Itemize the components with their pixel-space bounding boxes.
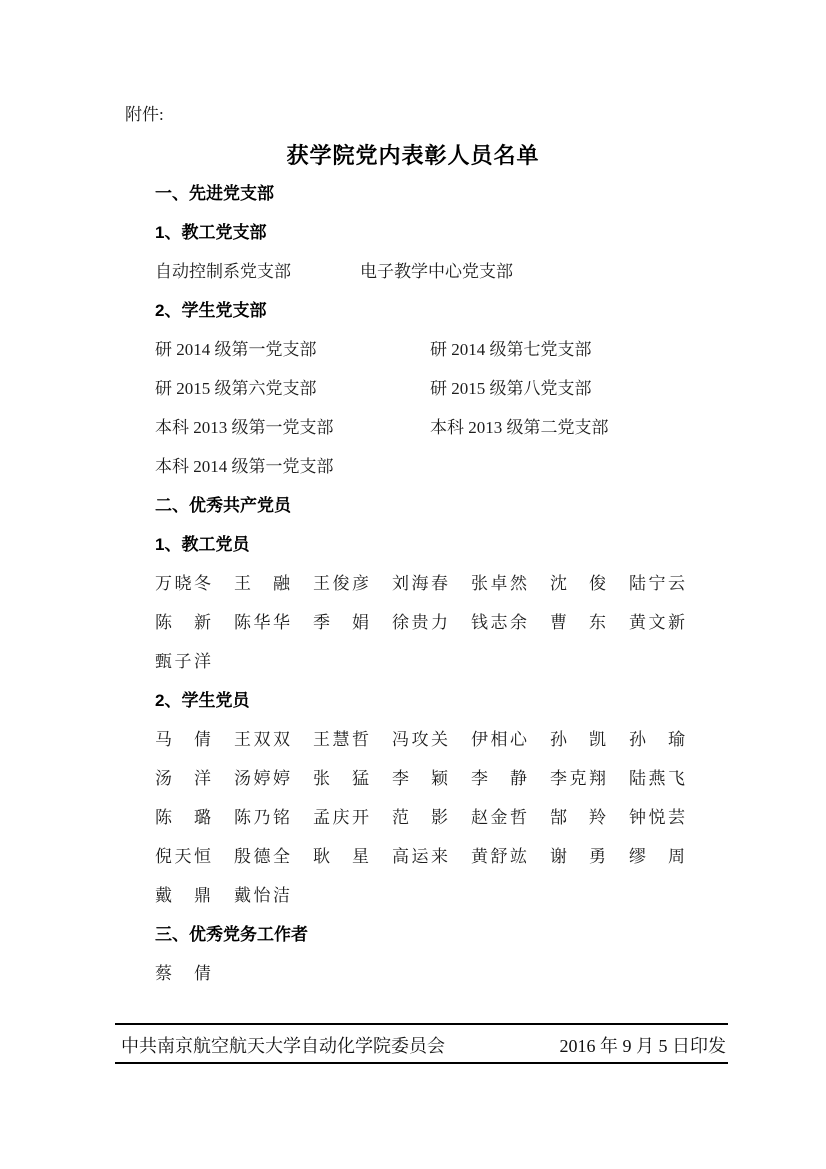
footer-print-date: 2016 年 9 月 5 日印发 — [559, 1036, 726, 1056]
member-name: 耿 星 — [313, 847, 369, 866]
section-3-heading: 三、优秀党务工作者 — [155, 925, 308, 944]
teacher-member-row — [155, 650, 826, 674]
member-name: 缪 周 — [629, 847, 685, 866]
member-name: 陈 璐 — [155, 808, 211, 827]
member-name: 范 影 — [392, 808, 448, 827]
member-name: 汤婷婷 — [234, 769, 290, 788]
student-member-row — [155, 884, 826, 908]
member-name: 李克翔 — [550, 769, 606, 788]
member-name: 王 融 — [234, 574, 290, 593]
branch-name: 研 2015 级第六党支部 — [155, 379, 317, 398]
section-1-sub-1-heading: 1、教工党支部 — [155, 223, 267, 242]
member-name: 王慧哲 — [313, 730, 369, 749]
branch-name: 研 2014 级第一党支部 — [155, 340, 317, 359]
member-name: 谢 勇 — [550, 847, 606, 866]
party-worker-row — [155, 962, 826, 986]
member-name: 陆宁云 — [629, 574, 685, 593]
branch-name: 电子教学中心党支部 — [360, 262, 513, 281]
member-name: 黄文新 — [629, 613, 685, 632]
section-2-heading: 二、优秀共产党员 — [155, 496, 291, 515]
branch-name: 研 2014 级第七党支部 — [430, 340, 592, 359]
teacher-member-row — [155, 611, 826, 635]
member-name: 殷德全 — [234, 847, 290, 866]
section-2-sub-1-heading: 1、教工党员 — [155, 535, 250, 554]
member-name: 陈乃铭 — [234, 808, 290, 827]
member-name: 陈华华 — [234, 613, 290, 632]
member-name: 黄舒竑 — [471, 847, 527, 866]
student-branch-row — [155, 338, 826, 362]
member-name: 陆燕飞 — [629, 769, 685, 788]
student-branch-row — [155, 455, 826, 479]
branch-name: 本科 2013 级第一党支部 — [155, 418, 334, 437]
member-name: 刘海春 — [392, 574, 448, 593]
member-name: 郜 羚 — [550, 808, 606, 827]
member-name: 伊相心 — [471, 730, 527, 749]
member-name: 汤 洋 — [155, 769, 211, 788]
member-name: 戴 鼎 — [155, 886, 211, 905]
member-name: 李 静 — [471, 769, 527, 788]
branch-name: 本科 2013 级第二党支部 — [430, 418, 609, 437]
branch-name: 本科 2014 级第一党支部 — [155, 457, 334, 476]
footer-issuer: 中共南京航空航天大学自动化学院委员会 — [121, 1036, 445, 1056]
section-1-heading: 一、先进党支部 — [155, 184, 274, 203]
branch-name: 研 2015 级第八党支部 — [430, 379, 592, 398]
student-branch-row — [155, 377, 826, 401]
member-name: 钟悦芸 — [629, 808, 685, 827]
member-name: 马 倩 — [155, 730, 211, 749]
member-name: 李 颖 — [392, 769, 448, 788]
member-name: 张卓然 — [471, 574, 527, 593]
member-name: 孙 凯 — [550, 730, 606, 749]
member-name: 万晓冬 — [155, 574, 211, 593]
member-name: 张 猛 — [313, 769, 369, 788]
member-name: 曹 东 — [550, 613, 606, 632]
member-name: 倪天恒 — [155, 847, 211, 866]
member-name: 甄子洋 — [155, 652, 211, 671]
student-member-row — [155, 845, 826, 869]
member-name: 蔡 倩 — [155, 964, 211, 983]
member-name: 戴怡洁 — [234, 886, 290, 905]
member-name: 高运来 — [392, 847, 448, 866]
teacher-member-row — [155, 572, 826, 596]
member-name: 沈 俊 — [550, 574, 606, 593]
member-name: 陈 新 — [155, 613, 211, 632]
member-name: 王俊彦 — [313, 574, 369, 593]
member-name: 钱志余 — [471, 613, 527, 632]
member-name: 季 娟 — [313, 613, 369, 632]
member-name: 赵金哲 — [471, 808, 527, 827]
student-member-row — [155, 806, 826, 830]
section-1-sub-2-heading: 2、学生党支部 — [155, 301, 267, 320]
teacher-branch-row — [155, 260, 826, 284]
document-footer — [115, 1023, 728, 1064]
member-name: 冯攻关 — [392, 730, 448, 749]
student-branch-row — [155, 416, 826, 440]
student-member-row — [155, 728, 826, 752]
member-name: 王双双 — [234, 730, 290, 749]
document-title: 获学院党内表彰人员名单 — [286, 143, 540, 168]
member-name: 孙 瑜 — [629, 730, 685, 749]
section-2-sub-2-heading: 2、学生党员 — [155, 691, 250, 710]
member-name: 孟庆开 — [313, 808, 369, 827]
branch-name: 自动控制系党支部 — [155, 262, 291, 281]
member-name: 徐贵力 — [392, 613, 448, 632]
student-member-row — [155, 767, 826, 791]
attachment-label: 附件: — [125, 105, 164, 124]
